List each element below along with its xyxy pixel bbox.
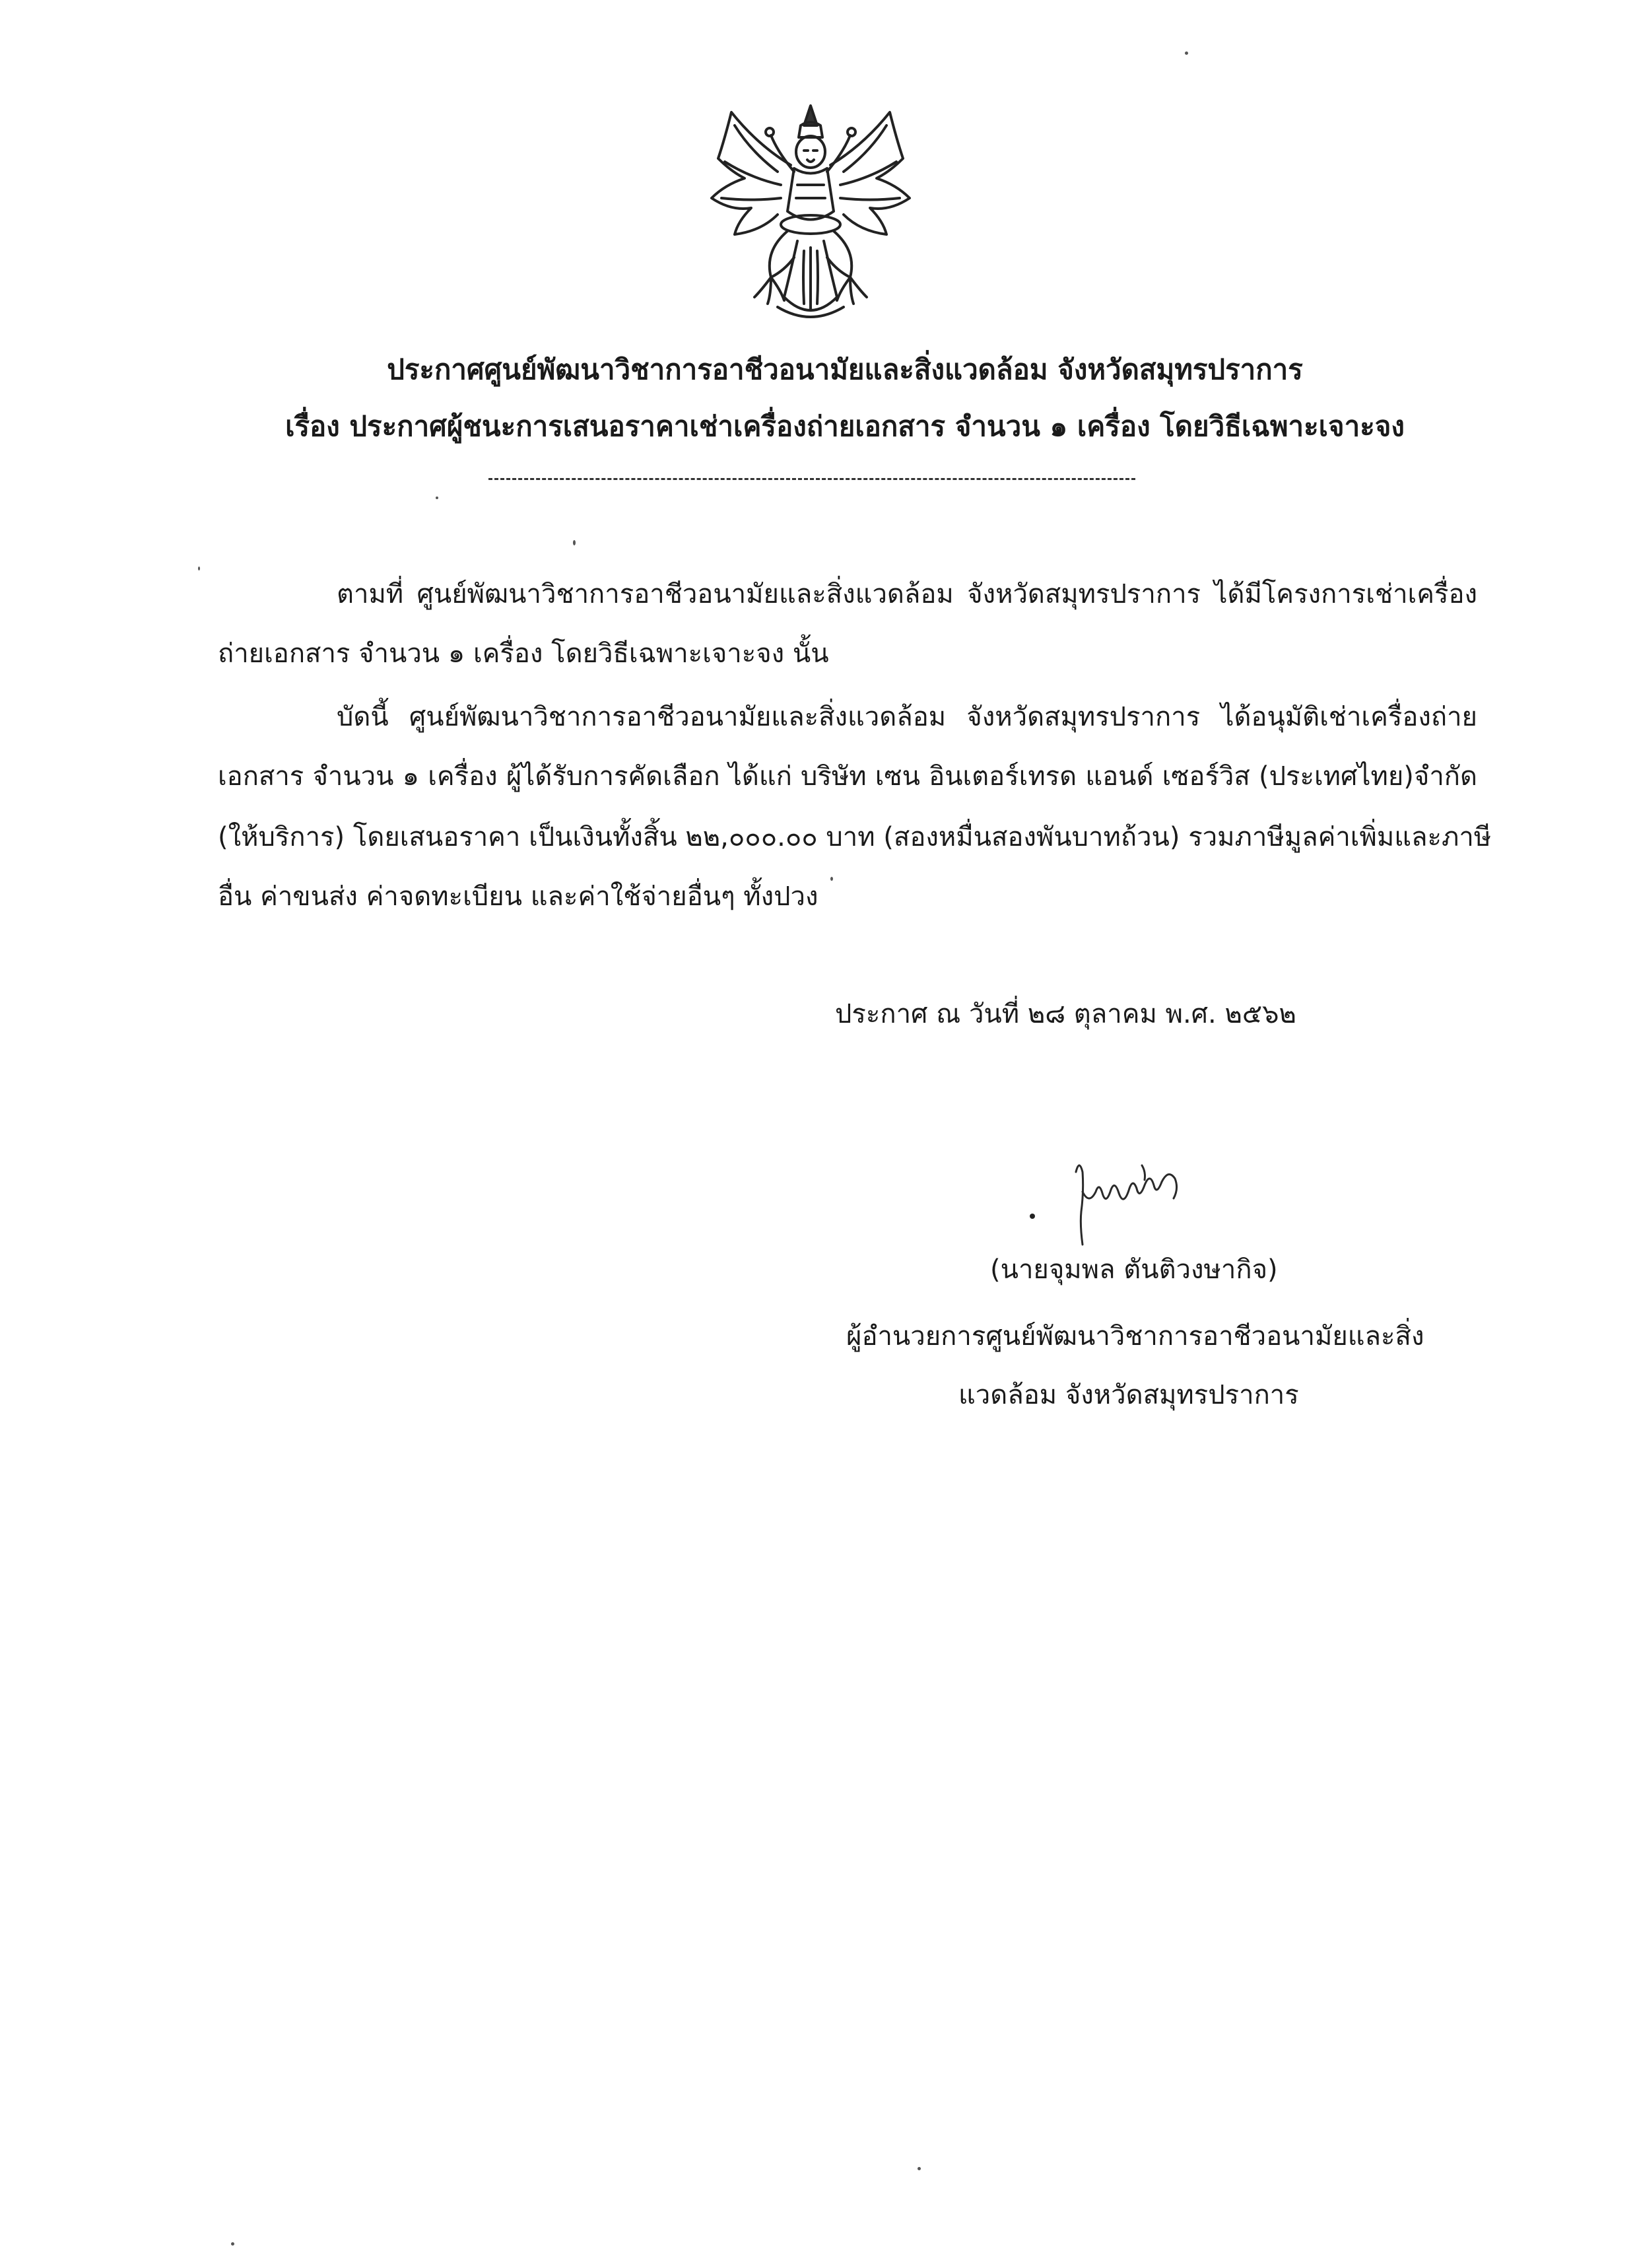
ink-dot [1030,1214,1035,1219]
paragraph-1-line-2: ถ่ายเอกสาร จำนวน ๑ เครื่อง โดยวิธีเฉพาะเจาะจง นั้น [218,638,829,669]
announcement-date: ประกาศ ณ วันที่ ๒๘ ตุลาคม พ.ศ. ๒๕๖๒ [835,999,1296,1029]
dashed-divider [488,478,1135,480]
signer-title-line-1: ผู้อำนวยการศูนย์พัฒนาวิชาการอาชีวอนามัยและสิ่ง [846,1321,1424,1352]
paragraph-2-line-3: (ให้บริการ) โดยเสนอราคา เป็นเงินทั้งสิ้น ๒๒,๐๐๐.๐๐ บาท (สองหมื่นสองพันบาทถ้วน) รวมภาษีมูลค่าเพิ่มและภาษี [218,822,1492,852]
announcement-title: ประกาศศูนย์พัฒนาวิชาการอาชีวอนามัยและสิ่งแวดล้อม จังหวัดสมุทรปราการ [387,353,1303,386]
scan-speck [198,567,200,570]
signer-title-line-2: แวดล้อม จังหวัดสมุทรปราการ [958,1380,1299,1410]
paragraph-1-line-1: ตามที่ ศูนย์พัฒนาวิชาการอาชีวอนามัยและสิ่งแวดล้อม จังหวัดสมุทรปราการ ได้มีโครงการเช่าเครื่อง [337,579,1477,609]
scan-speck [830,877,833,881]
scan-speck [1185,52,1188,55]
paragraph-2-line-2: เอกสาร จำนวน ๑ เครื่อง ผู้ได้รับการคัดเลือก ได้แก่ บริษัท เซน อินเตอร์เทรด แอนด์ เซอร์วิส (ประเทศไทย)จำกัด [218,761,1477,792]
paragraph-2-line-1: บัดนี้ ศูนย์พัฒนาวิชาการอาชีวอนามัยและสิ่งแวดล้อม จังหวัดสมุทรปราการ ได้อนุมัติเช่าเครื่องถ่าย [337,702,1477,732]
handwritten-signature [1063,1152,1195,1251]
signer-name: (นายจุมพล ตันติวงษากิจ) [990,1254,1278,1285]
scan-speck [436,497,438,499]
garuda-emblem-icon [705,99,916,330]
scan-speck [918,2167,921,2170]
scan-speck [573,540,576,545]
paragraph-2-line-4: อื่น ค่าขนส่ง ค่าจดทะเบียน และค่าใช้จ่ายอื่นๆ ทั้งปวง [218,881,818,912]
scan-speck [231,2242,234,2246]
announcement-subject: เรื่อง ประกาศผู้ชนะการเสนอราคาเช่าเครื่องถ่ายเอกสาร จำนวน ๑ เครื่อง โดยวิธีเฉพาะเจาะจง [285,410,1405,442]
